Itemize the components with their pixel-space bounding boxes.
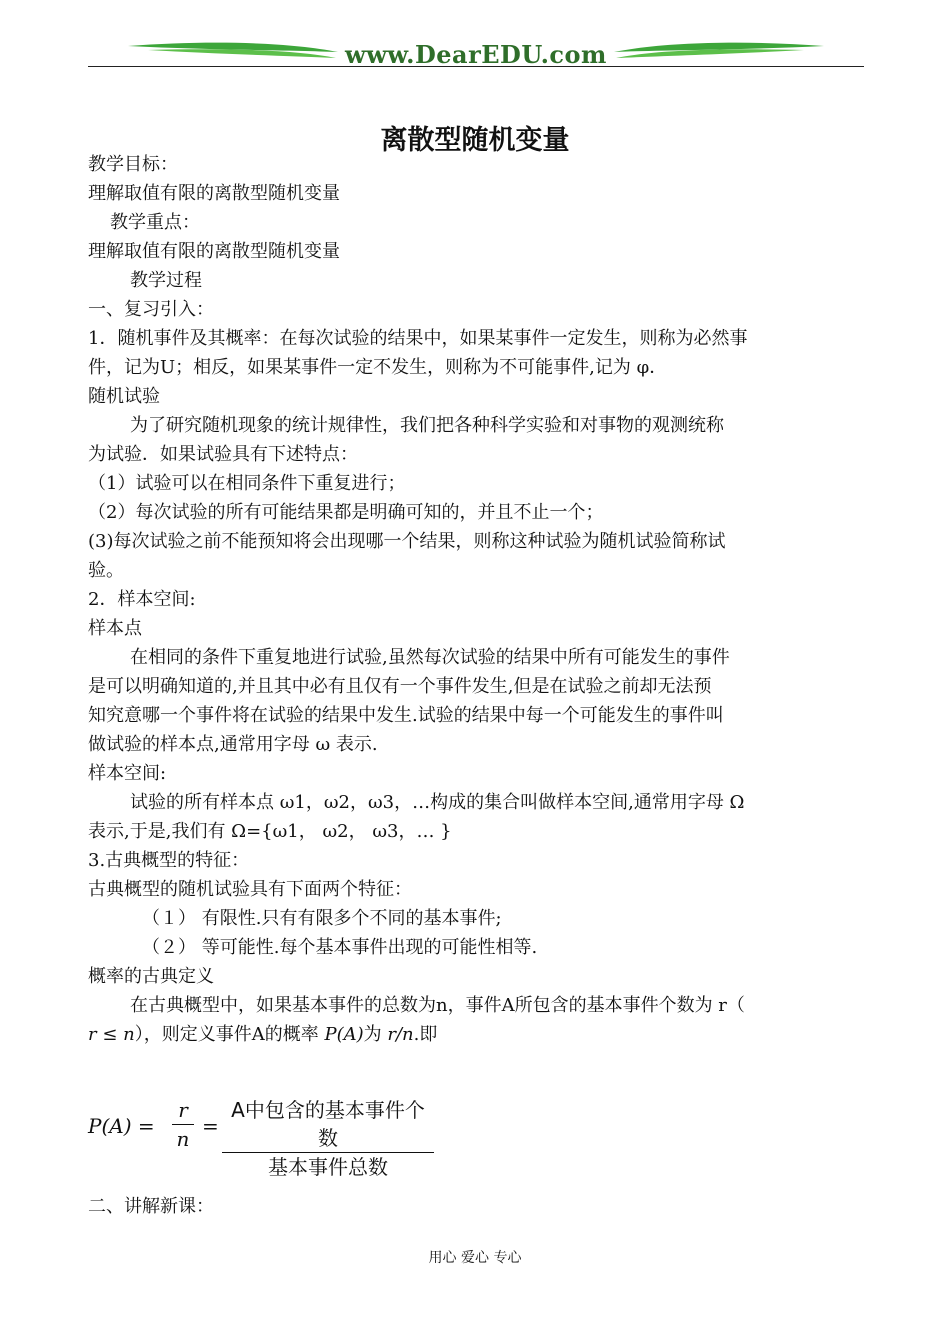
line-23: 试验的所有样本点 ω1，ω2，ω3，…构成的集合叫做样本空间,通常用字母 Ω [130, 792, 745, 813]
line-3: 教学重点： [110, 212, 200, 233]
fraction-text-denominator: 基本事件总数 [268, 1155, 388, 1179]
line-5: 教学过程 [130, 270, 202, 291]
pa-math: P(A) [324, 1024, 364, 1045]
rn-math: r/n [387, 1024, 414, 1045]
formula-lhs: P(A) = [88, 1114, 155, 1138]
line-11: 为试验．如果试验具有下述特点： [88, 444, 358, 465]
line-9: 随机试验 [88, 386, 160, 407]
line-31-text-3: .即 [413, 1024, 438, 1045]
fraction-numerator: r [178, 1098, 188, 1122]
line-24: 表示,于是,我们有 Ω={ω1， ω2， ω3，… } [88, 821, 452, 842]
line-22: 样本空间: [88, 763, 167, 784]
line-25: 3.古典概型的特征： [88, 850, 250, 871]
line-12: （1）试验可以在相同条件下重复进行； [88, 473, 406, 494]
line-26: 古典概型的随机试验具有下面两个特征： [88, 879, 412, 900]
section-2-heading: 二、讲解新课： [88, 1196, 214, 1217]
formula-fraction-r-n [170, 1096, 196, 1153]
line-21: 做试验的样本点,通常用字母 ω 表示. [88, 734, 378, 755]
line-31 [88, 1020, 864, 1049]
line-7: 1．随机事件及其概率：在每次试验的结果中，如果某事件一定发生，则称为必然事 [88, 328, 748, 349]
formula-fraction-text [222, 1096, 434, 1181]
page-footer: 用心 爱心 专心 [428, 1250, 522, 1266]
header-divider [88, 66, 864, 67]
line-20: 知究意哪一个事件将在试验的结果中发生.试验的结果中每一个可能发生的事件叫 [88, 705, 724, 726]
condition-math: r ≤ n [88, 1024, 135, 1045]
line-6: 一、复习引入： [88, 299, 214, 320]
line-8: 件，记为U；相反，如果某事件一定不发生，则称为不可能事件,记为 φ． [88, 357, 668, 378]
banner-logo-text: www.DearEDU.com [345, 40, 607, 69]
line-13: （2）每次试验的所有可能结果都是明确可知的，并且不止一个； [88, 502, 604, 523]
line-30: 在古典概型中，如果基本事件的总数为n，事件A所包含的基本事件个数为 r（ [130, 995, 745, 1016]
line-2: 理解取值有限的离散型随机变量 [88, 183, 340, 204]
page-title: 离散型随机变量 [380, 125, 570, 156]
line-31-text-2: 为 [363, 1024, 382, 1045]
formula-equals: = [202, 1114, 219, 1138]
line-4: 理解取值有限的离散型随机变量 [88, 241, 340, 262]
line-17: 样本点 [88, 618, 142, 639]
fraction-denominator: n [176, 1127, 190, 1151]
line-19: 是可以明确知道的,并且其中必有且仅有一个事件发生,但是在试验之前却无法预 [88, 676, 712, 697]
line-31-text-1: ），则定义事件A的概率 [134, 1024, 319, 1045]
line-28: （２） 等可能性.每个基本事件出现的可能性相等. [142, 937, 538, 958]
line-18: 在相同的条件下重复地进行试验,虽然每次试验的结果中所有可能发生的事件 [130, 647, 730, 668]
probability-formula [88, 1096, 448, 1179]
line-1: 教学目标： [88, 154, 178, 175]
body-text [88, 150, 864, 1049]
line-14: (3)每次试验之前不能预知将会出现哪一个结果，则称这种试验为随机试验简称试 [88, 531, 726, 552]
line-29: 概率的古典定义 [88, 966, 214, 987]
line-16: 2．样本空间: [88, 589, 196, 610]
fraction-text-numerator: A中包含的基本事件个数 [231, 1098, 425, 1150]
line-27: （１） 有限性.只有有限多个不同的基本事件; [142, 908, 502, 929]
line-15: 验。 [88, 560, 124, 581]
line-10: 为了研究随机现象的统计规律性，我们把各种科学实验和对事物的观测统称 [130, 415, 724, 436]
